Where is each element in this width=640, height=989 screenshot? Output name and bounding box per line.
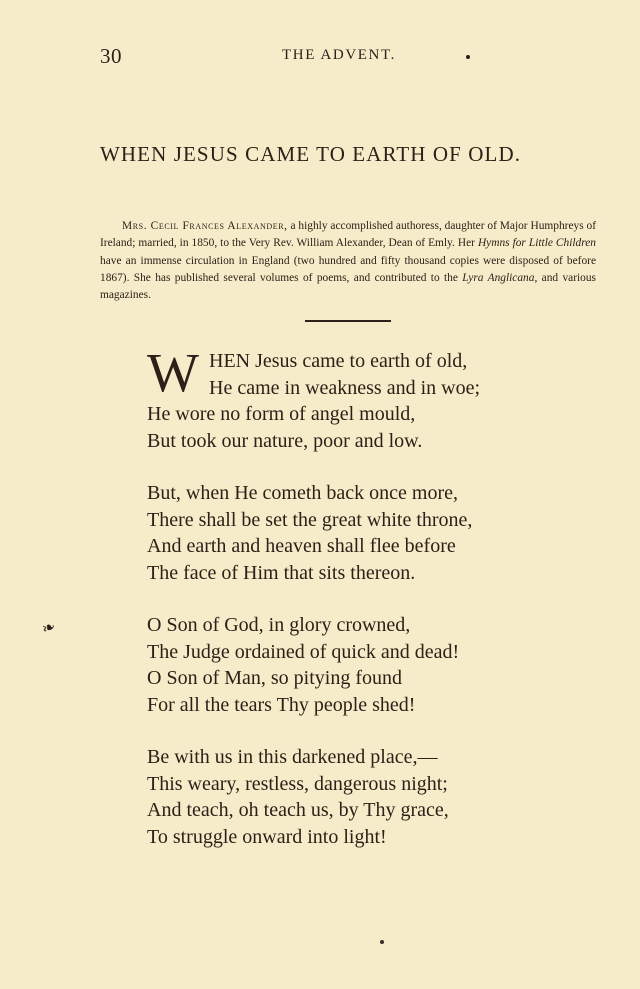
stanza-3 bbox=[147, 612, 567, 718]
bio-text-part-2: have an immense circulation in England (two hundred and fifty thousand copies were disposed of before 1867). She has published several volumes of poems, and contributed to the bbox=[100, 254, 596, 284]
hymn-title: WHEN JESUS CAME TO EARTH OF OLD. bbox=[100, 142, 522, 166]
poem-line: O Son of Man, so pitying found bbox=[147, 667, 402, 689]
poem-line: But, when He cometh back once more, bbox=[147, 482, 459, 504]
poem-line: The face of Him that sits thereon. bbox=[147, 561, 416, 584]
poem-line: He came in weakness and in woe; bbox=[209, 376, 481, 399]
ornament-mark: ❧ bbox=[39, 618, 59, 639]
author-biography bbox=[100, 218, 596, 304]
poem-line: And earth and heaven shall flee before bbox=[147, 535, 456, 557]
poem-line: This weary, restless, dangerous night; bbox=[147, 772, 448, 795]
page-number: 30 bbox=[100, 44, 122, 68]
poem-line: To struggle onward into light! bbox=[147, 825, 387, 848]
poem bbox=[147, 342, 567, 876]
running-head: THE ADVENT. bbox=[282, 47, 396, 63]
poem-line: The Judge ordained of quick and dead! bbox=[147, 640, 460, 663]
poem-line: Be with us in this darkened place,— bbox=[147, 746, 438, 768]
page-speck bbox=[380, 940, 384, 944]
poem-line: But took our nature, poor and low. bbox=[147, 429, 423, 452]
poem-line: O Son of God, in glory crowned, bbox=[147, 614, 411, 636]
bio-text-part-3: and various magazines. bbox=[100, 271, 596, 302]
bio-work-title-2: Lyra Anglicana, bbox=[462, 271, 538, 284]
bio-text-part-1: a highly accomplished authoress, daughter of Major Humphreys of Ireland; married, in 1850, to the Very Rev. William Alexander, Dean of Emly. Her bbox=[100, 220, 596, 250]
stanza-1 bbox=[147, 342, 567, 454]
section-divider-rule bbox=[305, 320, 391, 322]
stanza-2 bbox=[147, 480, 567, 586]
first-line-with-drop-cap bbox=[147, 342, 567, 403]
drop-cap-letter: W bbox=[147, 342, 197, 403]
poem-line: He wore no form of angel mould, bbox=[147, 403, 416, 425]
poem-line: There shall be set the great white throne, bbox=[147, 508, 473, 531]
header-dot bbox=[466, 55, 470, 59]
author-name: Mrs. Cecil Frances Alexander, bbox=[122, 220, 288, 232]
stanza-4 bbox=[147, 744, 567, 850]
poem-line: And teach, oh teach us, by Thy grace, bbox=[147, 799, 449, 821]
bio-work-title-1: Hymns for Little Children bbox=[477, 237, 596, 250]
poem-line: HEN Jesus came to earth of old, bbox=[209, 350, 468, 372]
poem-line: For all the tears Thy people shed! bbox=[147, 693, 416, 716]
